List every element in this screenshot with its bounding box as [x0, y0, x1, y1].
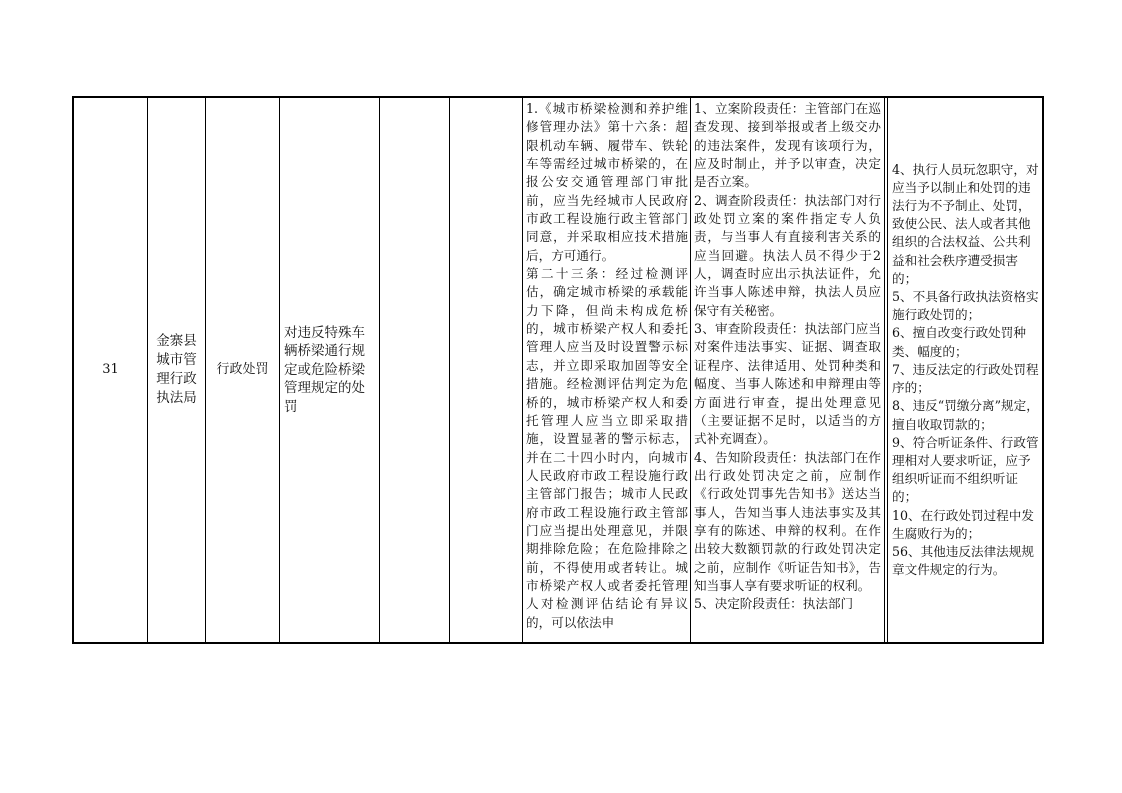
cell-sub-item	[380, 98, 450, 642]
column-divider	[884, 98, 885, 642]
table-row	[72, 96, 1044, 644]
cell-responsibility	[691, 98, 888, 642]
cell-number	[74, 98, 148, 642]
power-item-name: 对违反特殊车 辆桥梁通行规 定或危险桥梁 管理规定的处 罚	[284, 324, 365, 415]
department-name: 金寨县 城市管 理行政 执法局	[156, 333, 197, 406]
power-category: 行政处罚	[216, 362, 269, 378]
cell-accountability	[888, 98, 1044, 642]
cell-item	[280, 98, 380, 642]
cell-category	[206, 98, 280, 642]
cell-code	[450, 98, 523, 642]
legal-basis-text: 1.《城市桥梁检测和养护维修管理办法》第十六条：超限机动车辆、履带车、铁轮车等需经过城市桥梁的，在报公安交通管理部门审批前，应当先经城市人民政府市政工程设施行政主管部门同意，并采取相应技术措施后，方可通行。 第二十三条：经过检测评估，确定城市桥梁的承载能力下降，但尚未构成危桥的，城市桥梁产权人和委托管理人应当及时设置警示标志，并立即采取加固等安全措施。经检测评估判定为危桥的，城市桥梁产权人和委托管理人应当立即采取措施，设置显著的警示标志，并在二十四小时内，向城市人民政府市政工程设施行政主管部门报告；城市人民政府市政工程设施行政主管部门应当提出处理意见，并限期排除危险；在危险排除之前，不得使用或者转让。城市桥梁产权人或者委托管理人对检测评估结论有异议的，可以依法申	[526, 101, 688, 630]
accountability-text: 4、执行人员玩忽职守，对应当予以制止和处罚的违法行为不予制止、处罚，致使公民、法人或者其他组织的合法权益、公共利益和社会秩序遭受损害的； 5、不具备行政执法资格实施行政处罚的； 6、擅自改变行政处罚种类、幅度的； 7、违反法定的行政处罚程序的； 8、违反“罚缴分离”规定，擅自收取罚款的； 9、符合听证条件、行政管理相对人要求听证，应予组织听证而不组织听证的； 10、在行政处罚过程中发生腐败行为的； 56、其他违反法律法规规章文件规定的行为。	[892, 161, 1039, 578]
responsibility-text: 1、立案阶段责任：主管部门在巡查发现、接到举报或者上级交办的违法案件，发现有该项行为，应及时制止，并予以审查，决定是否立案。 2、调查阶段责任：执法部门对行政处罚立案的案件指定专人负责，与当事人有直接利害关系的应当回避。执法人员不得少于2人，调查时应出示执法证件，允许当事人陈述申辩，执法人员应保守有关秘密。 3、审查阶段责任：执法部门应当对案件违法事实、证据、调查取证程序、法律适用、处罚种类和幅度、当事人陈述和申辩理由等方面进行审查，提出处理意见（主要证据不足时，以适当的方式补充调查）。 4、告知阶段责任：执法部门在作出行政处罚决定之前，应制作《行政处罚事先告知书》送达当事人，告知当事人违法事实及其享有的陈述、申辩的权利。在作出较大数额罚款的行政处罚决定之前，应制作《听证告知书》，告知当事人享有要求听证的权利。 5、决定阶段责任：执法部门	[694, 101, 881, 612]
row-number: 31	[102, 362, 119, 378]
cell-legal-basis	[523, 98, 691, 642]
cell-department	[148, 98, 206, 642]
